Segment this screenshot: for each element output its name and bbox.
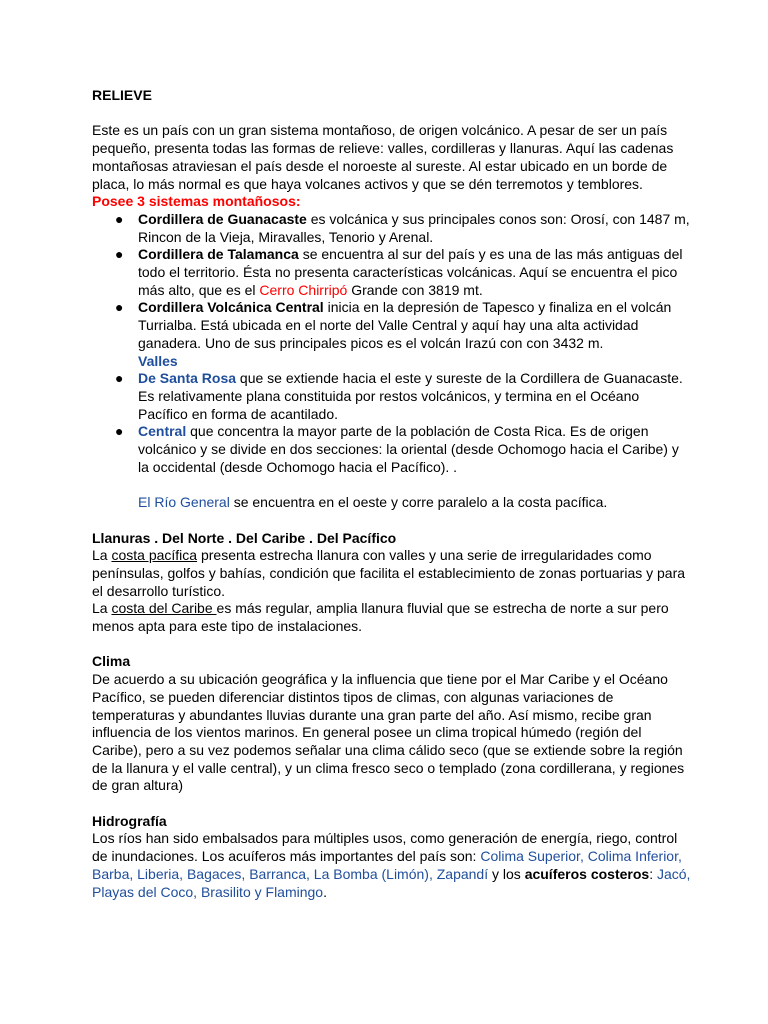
- relieve-intro: Este es un país con un gran sistema montañoso, de origen volcánico. A pesar de ser un país pequeño, presenta todas las formas de relieve: valles, cordilleras y llanuras. Aquí las cadenas montañosas atraviesan el país desde el noroeste al sureste. Al estar ubicado en un borde de placa, lo más normal es que haya volcanes activos y que se dén terremotos y temblores.: [92, 122, 674, 192]
- costa-pacifica-underlined: costa pacífica: [111, 547, 198, 564]
- list-item: [92, 299, 692, 370]
- system-text: es volcánica y sus principales conos son: Orosí, con 1487 m, Rincon de la Vieja, Miravalles, Tenorio y Arenal.: [138, 210, 690, 245]
- system-name: Cordillera Volcánica Central: [138, 299, 324, 316]
- system-text: inicia en la depresión de Tapesco y finaliza en el volcán Turrialba. Está ubicada en el norte del Valle Central y aquí hay una alta actividad ganadera. Uno de sus principales picos es el volcán Irazú con con 3432 m.: [138, 299, 672, 351]
- llanuras-prefix: La: [92, 547, 112, 564]
- hidrografia-text: Los ríos han sido embalsados para múltiples usos, como generación de energía, riego, control de inundaciones. Los acuíferos más importantes del país son:: [92, 830, 678, 865]
- bullet-icon: ●: [115, 423, 124, 440]
- rio-general-text: se encuentra en el oeste y corre paralelo a la costa pacífica.: [229, 494, 608, 511]
- hidrografia-colon: :: [649, 865, 657, 882]
- document-body: [92, 87, 692, 901]
- costa-caribe-underlined: costa del Caribe: [111, 600, 217, 617]
- clima-heading: Clima: [92, 653, 131, 670]
- bullet-icon: ●: [115, 246, 124, 263]
- llanuras-text: es más regular, amplia llanura fluvial que se estrecha de norte a sur pero menos apta para este tipo de instalaciones.: [92, 600, 669, 635]
- list-item: [92, 211, 692, 246]
- chirripo-highlight: Cerro Chirripó: [259, 281, 348, 298]
- valle-text: que se extiende hacia el este y sureste de la Cordillera de Guanacaste. Es relativamente plana constituida por restos volcánicos, y termina en el Océano Pacífico en forma de acantilado.: [138, 370, 683, 422]
- valle-text: que concentra la mayor parte de la población de Costa Rica. Es de origen volcánico y se divide en dos secciones: la oriental (desde Ochomogo hacia el Caribe) y la occidental (desde Ochomogo hacia el Pacífico). .: [138, 423, 679, 475]
- llanuras-heading: Llanuras . Del Norte . Del Caribe . Del Pacífico: [92, 529, 397, 546]
- hidrografia-mid: y los: [488, 865, 525, 882]
- list-item: [92, 423, 692, 476]
- llanuras-paragraph-2: [92, 600, 692, 635]
- costeros-list: Jacó, Playas del Coco, Brasilito y Flamingo: [92, 865, 691, 900]
- hidrografia-paragraph: [92, 830, 692, 901]
- list-item: [92, 246, 692, 299]
- valles-label: Valles: [138, 352, 178, 369]
- llanuras-text: presenta estrecha llanura con valles y una serie de irregularidades como penínsulas, golfos y bahías, condición que facilita el establecimiento de zonas portuarias y para el desarrollo turístico.: [92, 547, 686, 599]
- hidrografia-end: .: [323, 883, 327, 900]
- valle-name: Central: [138, 423, 187, 440]
- llanuras-prefix: La: [92, 600, 112, 617]
- clima-paragraph: De acuerdo a su ubicación geográfica y la influencia que tiene por el Mar Caribe y el Océano Pacífico, se pueden diferenciar distintos tipos de climas, con algunas variaciones de temperaturas y abundantes lluvias durante una gran parte del año. Así mismo, recibe gran influencia de los vientos marinos. En general posee un clima tropical húmedo (región del Caribe), pero a su vez podemos señalar una clima cálido seco (que se extiende sobre la región de la llanura y el valle central), y un clima fresco seco o templado (zona cordillerana, y regiones de gran altura): [92, 671, 685, 794]
- acuiferos-costeros-label: acuíferos costeros: [524, 865, 650, 882]
- system-text-after: Grande con 3819 mt.: [347, 281, 483, 298]
- bullet-icon: ●: [115, 210, 124, 227]
- relieve-heading: RELIEVE: [92, 87, 152, 103]
- valle-name: De Santa Rosa: [138, 370, 237, 387]
- rio-general-paragraph: [92, 494, 692, 512]
- aquifers-list: Colima Superior, Colima Inferior, Barba, Liberia, Bagaces, Barranca, La Bomba (Limón), Zapandí: [92, 848, 682, 882]
- hidrografia-heading: Hidrografía: [92, 812, 167, 829]
- system-name: Cordillera de Talamanca: [138, 246, 299, 263]
- llanuras-paragraph-1: [92, 547, 692, 600]
- mountain-systems-list: [92, 211, 692, 477]
- bullet-icon: ●: [115, 299, 124, 316]
- bullet-icon: ●: [115, 370, 124, 387]
- system-name: Cordillera de Guanacaste: [138, 210, 307, 227]
- list-item: [92, 370, 692, 423]
- system-text: se encuentra al sur del país y es una de las más antiguas del todo el territorio. Ésta no presenta características volcánicas. Aquí se encuentra el pico más alto, que es el: [138, 246, 683, 298]
- systems-heading: Posee 3 sistemas montañosos:: [92, 193, 301, 210]
- rio-general-name: El Río General: [138, 494, 230, 511]
